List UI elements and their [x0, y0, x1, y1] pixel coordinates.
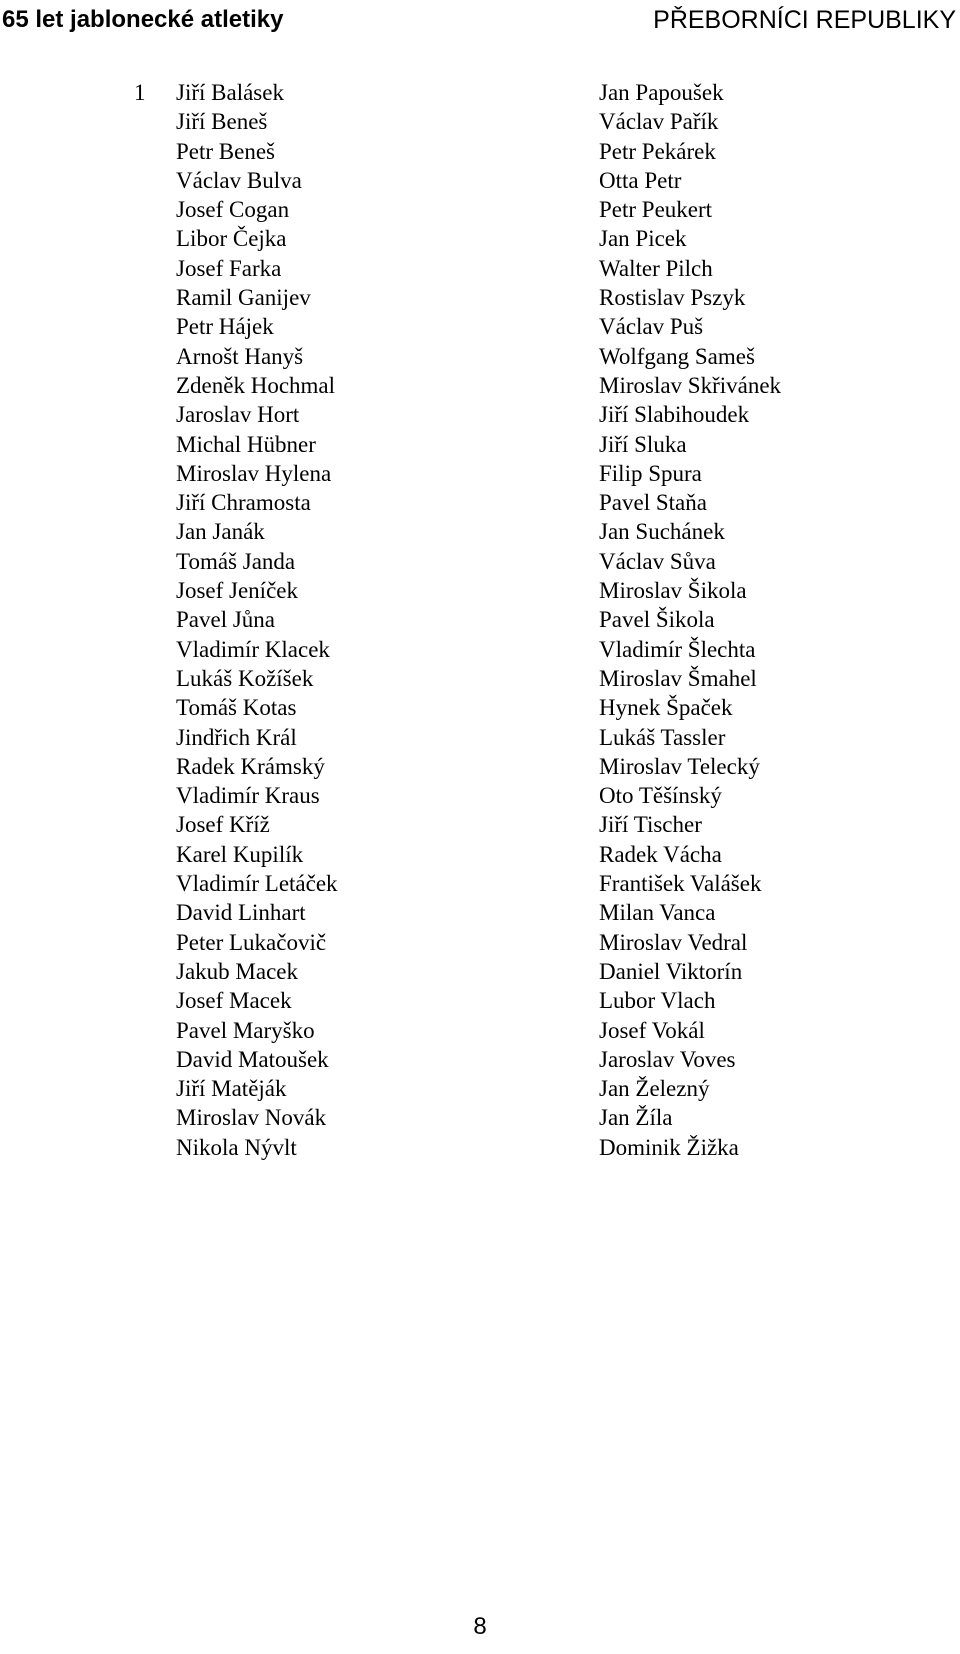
list-item: Otta Petr: [599, 167, 682, 193]
list-item: Miroslav Hylena: [176, 460, 332, 486]
list-item: Pavel Jůna: [176, 607, 276, 633]
list-item: Jiří Tischer: [599, 812, 702, 838]
list-item: David Linhart: [176, 900, 306, 926]
list-item: František Valášek: [599, 871, 762, 897]
list-item: Daniel Viktorín: [599, 958, 743, 984]
list-item: Radek Vácha: [599, 841, 722, 867]
list-item: Pavel Maryško: [176, 1017, 315, 1043]
list-item: Miroslav Novák: [176, 1105, 327, 1131]
list-item: Václav Pařík: [599, 109, 719, 135]
section-title: PŘEBORNÍCI REPUBLIKY: [653, 6, 956, 34]
list-item: Jaroslav Hort: [176, 402, 300, 428]
names-column-right: [599, 78, 781, 1162]
list-item: Vladimír Letáček: [176, 871, 338, 897]
list-item: Jan Janák: [176, 519, 265, 545]
list-item: Josef Farka: [176, 255, 282, 281]
list-item: David Matoušek: [176, 1046, 329, 1072]
list-item: Ramil Ganijev: [176, 285, 311, 311]
document-title: 65 let jablonecké atletiky: [2, 6, 284, 33]
list-item: Wolfgang Sameš: [599, 343, 755, 369]
list-item: Jiří Balásek: [176, 80, 284, 105]
page-header: [0, 0, 960, 40]
list-item: Pavel Šikola: [599, 607, 715, 633]
list-item: Nikola Nývlt: [176, 1134, 297, 1160]
list-item: Jan Picek: [599, 226, 687, 252]
list-item: Radek Krámský: [176, 753, 325, 779]
page-number: [0, 1612, 960, 1642]
list-item: Lukáš Tassler: [599, 724, 726, 750]
list-item: Václav Puš: [599, 314, 704, 340]
list-item: Jiří Slabihoudek: [599, 402, 750, 428]
list-item: Hynek Špaček: [599, 695, 733, 721]
list-item: Karel Kupilík: [176, 841, 304, 867]
list-item: Peter Lukačovič: [176, 929, 327, 955]
list-item: Václav Bulva: [176, 167, 302, 193]
list-item: Oto Těšínský: [599, 783, 722, 809]
list-item: Josef Vokál: [599, 1017, 705, 1043]
page-number-text: 8: [473, 1613, 487, 1640]
list-item: Petr Peukert: [599, 197, 713, 223]
list-item: Libor Čejka: [176, 226, 287, 252]
list-item: Vladimír Klacek: [176, 636, 330, 662]
list-item: Tomáš Janda: [176, 548, 296, 574]
list-item: Pavel Staňa: [599, 490, 707, 516]
list-item: Vladimír Kraus: [176, 783, 320, 809]
list-item: Zdeněk Hochmal: [176, 372, 336, 398]
list-item: Jan Žíla: [599, 1105, 673, 1131]
list-item: Josef Kříž: [176, 812, 270, 838]
list-item: Václav Sůva: [599, 548, 716, 574]
list-item: Jakub Macek: [176, 958, 298, 984]
list-item: Vladimír Šlechta: [599, 636, 756, 662]
list-item: Miroslav Telecký: [599, 753, 760, 779]
list-item: Milan Vanca: [599, 900, 716, 926]
list-item: Lubor Vlach: [599, 988, 716, 1014]
list-item: Josef Macek: [176, 988, 292, 1014]
list-item: Tomáš Kotas: [176, 695, 297, 721]
list-item: Petr Pekárek: [599, 138, 716, 164]
list-item: Jiří Beneš: [176, 109, 268, 135]
list-item: Michal Hübner: [176, 431, 316, 457]
list-item: Lukáš Kožíšek: [176, 665, 314, 691]
list-item: Filip Spura: [599, 460, 702, 486]
list-item: Miroslav Šikola: [599, 578, 747, 604]
list-item: Petr Hájek: [176, 314, 274, 340]
list-item: Josef Cogan: [176, 197, 290, 223]
list-item: Jan Suchánek: [599, 519, 725, 545]
list-item: Jaroslav Voves: [599, 1046, 736, 1072]
list-item: Jan Papoušek: [599, 80, 724, 105]
list-item: Miroslav Šmahel: [599, 665, 757, 691]
rank-number: 1: [134, 80, 146, 105]
list-item: Dominik Žižka: [599, 1134, 739, 1160]
list-item: Miroslav Vedral: [599, 929, 748, 955]
list-item: Miroslav Skřivánek: [599, 372, 782, 398]
list-item: Jiří Chramosta: [176, 490, 311, 516]
list-item: Arnošt Hanyš: [176, 343, 304, 369]
names-column-left: [176, 78, 338, 1162]
list-item: Jindřich Král: [176, 724, 297, 750]
list-item: Rostislav Pszyk: [599, 285, 746, 311]
list-item: Jiří Matěják: [176, 1076, 287, 1102]
list-item: Josef Jeníček: [176, 578, 298, 604]
list-item: Walter Pilch: [599, 255, 713, 281]
list-item: Jan Železný: [599, 1076, 710, 1102]
list-item: Petr Beneš: [176, 138, 276, 164]
list-item: Jiří Sluka: [599, 431, 687, 457]
